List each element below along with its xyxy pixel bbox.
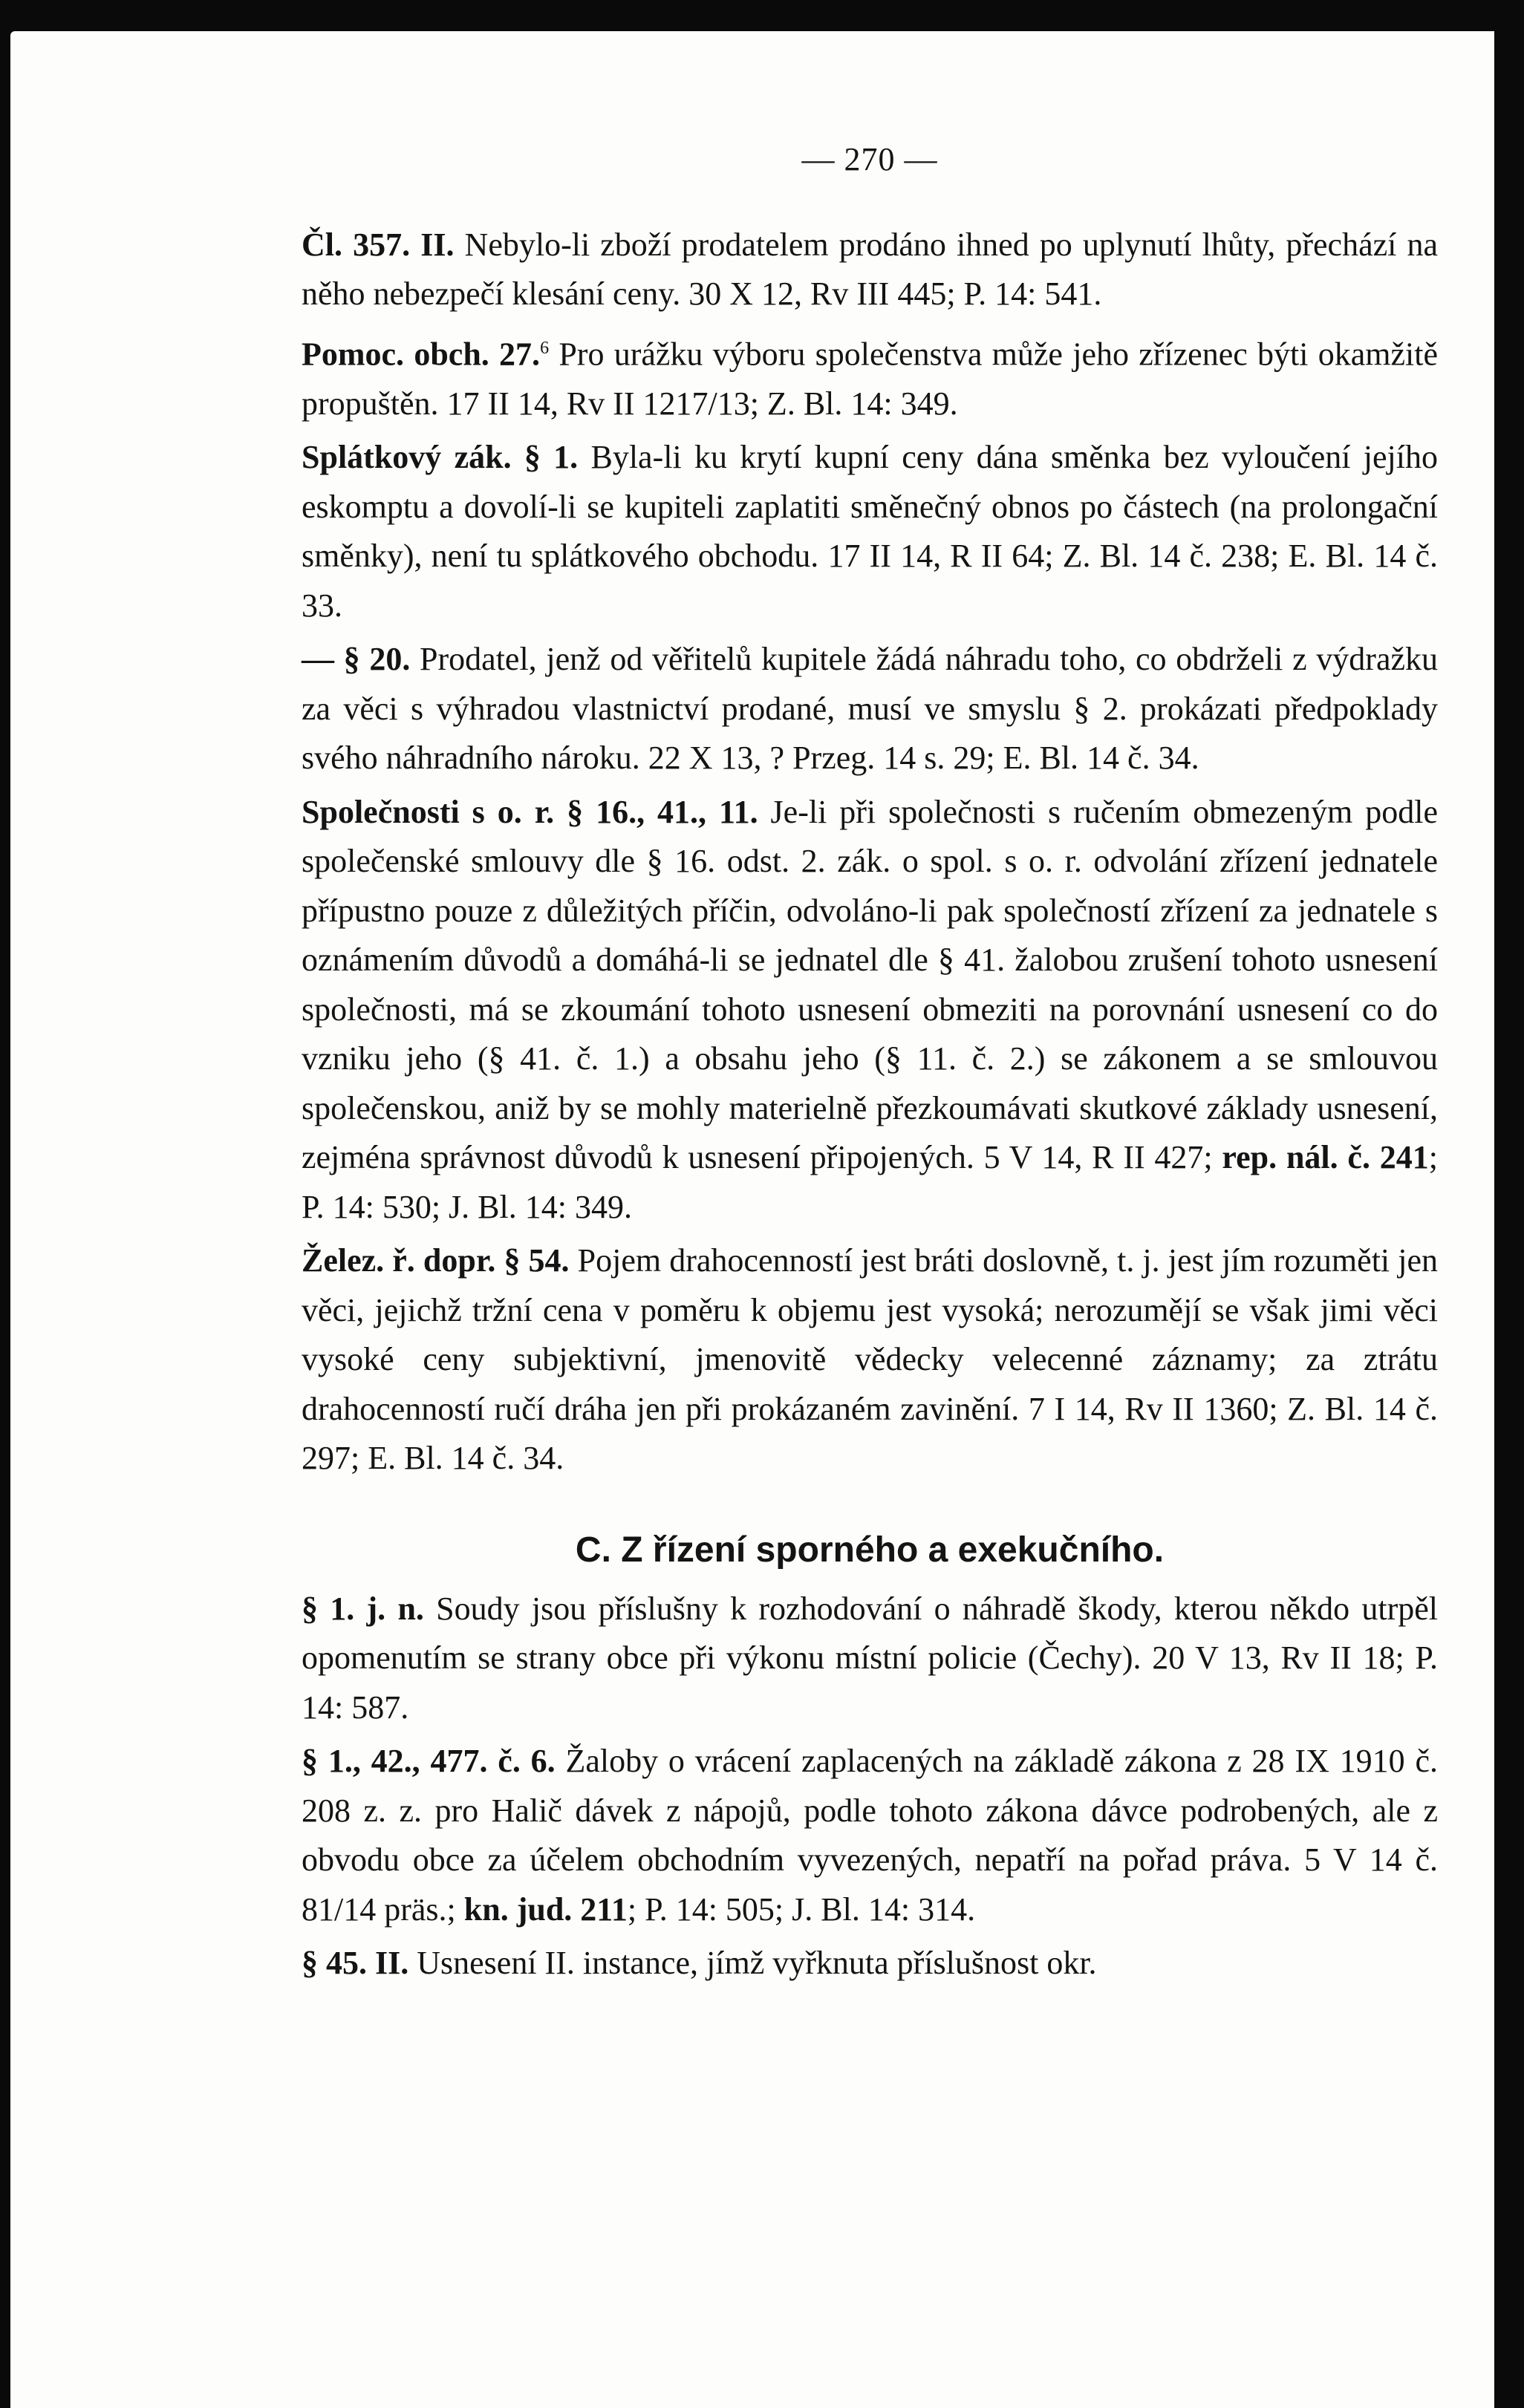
paragraph-citation: ; P. 14: 530; J. Bl. 14: 349. bbox=[302, 1139, 1438, 1225]
paragraph-cl-357 bbox=[302, 221, 1438, 319]
paragraph-head: Čl. 357. II. bbox=[302, 226, 455, 263]
paragraph-par-45 bbox=[302, 1939, 1438, 1988]
paragraph-splatkovy-zak bbox=[302, 433, 1438, 630]
paragraph-pomoc-obch bbox=[302, 324, 1438, 429]
paragraph-head: § 1., 42., 477. č. 6. bbox=[302, 1743, 556, 1780]
paragraph-body: Nebylo-li zboží prodatelem prodáno ihned po uplynutí lhůty, přechází na něho nebezpečí klesání ceny. 30 X 12, Rv III 445; P. 14: 541. bbox=[302, 226, 1438, 312]
paragraph-head: Želez. ř. dopr. § 54. bbox=[302, 1242, 570, 1279]
paragraph-body: Pro urážku výboru společenstva může jeho zřízenec býti okamžitě propuštěn. 17 II 14, Rv II 1217/13; Z. Bl. 14: 349. bbox=[302, 336, 1438, 422]
paragraph-citation-bold: rep. nál. č. 241 bbox=[1222, 1139, 1429, 1176]
page-number: — 270 — bbox=[801, 141, 938, 177]
paragraph-body: Soudy jsou příslušny k rozhodování o náhradě škody, kterou někdo utrpěl opomenutím se strany obce při výkonu místní policie (Čechy). 20 V 13, Rv II 18; P. 14: 587. bbox=[302, 1590, 1438, 1726]
paragraph-citation-bold: kn. jud. 211 bbox=[463, 1890, 628, 1928]
page bbox=[10, 31, 1494, 2408]
paragraph-body: Je-li při společnosti s ručením obmezeným podle společenské smlouvy dle § 16. odst. 2. zák. o spol. s o. r. odvolání zřízení jednatele přípustno pouze z důležitých příčin, odvoláno-li pak společností zřízení za jednatele s oznámením důvodů a domáhá-li se jednatel dle § 41. žalobou zrušení tohoto usnesení společnosti, má se zkoumání tohoto usnesení obmeziti na porovnání usnesení co do vzniku jeho (§ 41. č. 1.) a obsahu jeho (§ 11. č. 2.) se zákonem a se smlouvou společenskou, aniž by se mohly materielně přezkoumávati skutkové základy usnesení, zejména správnost důvodů k usnesení připojených. 5 V 14, R II 427; bbox=[302, 793, 1438, 1176]
paragraph-body: Žaloby o vrácení zaplacených na základě zákona z 28 IX 1910 č. 208 z. z. pro Halič dávek z nápojů, podle tohoto zákona dávce podrobených, ale z obvodu obce za účelem obchodním vyvezených, nepatří na pořad práva. 5 V 14 č. 81/14 präs.; bbox=[302, 1743, 1438, 1928]
paragraph-body: Byla-li ku krytí kupní ceny dána směnka bez vyloučení jejího eskomptu a dovolí-li se kupiteli zaplatiti směnečný obnos po částech (na prolongační směnky), není tu splátkového obchodu. 17 II 14, R II 64; Z. Bl. 14 č. 238; E. Bl. 14 č. 33. bbox=[302, 439, 1438, 624]
paragraph-body: Prodatel, jenž od věřitelů kupitele žádá náhradu toho, co obdrželi z výdražku za věci s výhradou vlastnictví prodané, musí ve smyslu § 2. prokázati předpoklady svého náhradního nároku. 22 X 13, ? Przeg. 14 s. 29; E. Bl. 14 č. 34. bbox=[302, 641, 1438, 777]
paragraph-head: Společnosti s o. r. § 16., 41., 11. bbox=[302, 793, 758, 830]
paragraph-par-20 bbox=[302, 635, 1438, 783]
footnote-marker: 6 bbox=[540, 338, 550, 358]
page-text bbox=[302, 135, 1438, 1988]
paragraph-par-1-42-477 bbox=[302, 1737, 1438, 1934]
paragraph-spolecnosti bbox=[302, 788, 1438, 1233]
paragraph-citation: ; P. 14: 505; J. Bl. 14: 314. bbox=[627, 1890, 976, 1928]
section-heading: C. Z řízení sporného a exekučního. bbox=[575, 1530, 1165, 1570]
paragraph-head: Pomoc. obch. 27. bbox=[302, 336, 541, 373]
paragraph-zelez-r-dopr bbox=[302, 1236, 1438, 1484]
paragraph-head: Splátkový zák. § 1. bbox=[302, 439, 579, 476]
paragraph-body: Pojem drahocenností jest bráti doslovně, t. j. jest jím rozuměti jen věci, jejichž tržní cena v poměru k objemu jest vysoká; nerozumějí se však jimi věci vysoké ceny subjektivní, jmenovitě vědecky velecenné záznamy; za ztrátu drahocenností ručí dráha jen při prokázaném zavinění. 7 I 14, Rv II 1360; Z. Bl. 14 č. 297; E. Bl. 14 č. 34. bbox=[302, 1242, 1438, 1477]
paragraph-par-1-j-n bbox=[302, 1585, 1438, 1733]
paragraph-head: — § 20. bbox=[302, 641, 411, 678]
paragraph-head: § 45. II. bbox=[302, 1945, 409, 1982]
paragraph-body: Usnesení II. instance, jímž vyřknuta příslušnost okr. bbox=[408, 1945, 1097, 1982]
paragraph-head: § 1. j. n. bbox=[302, 1590, 424, 1627]
